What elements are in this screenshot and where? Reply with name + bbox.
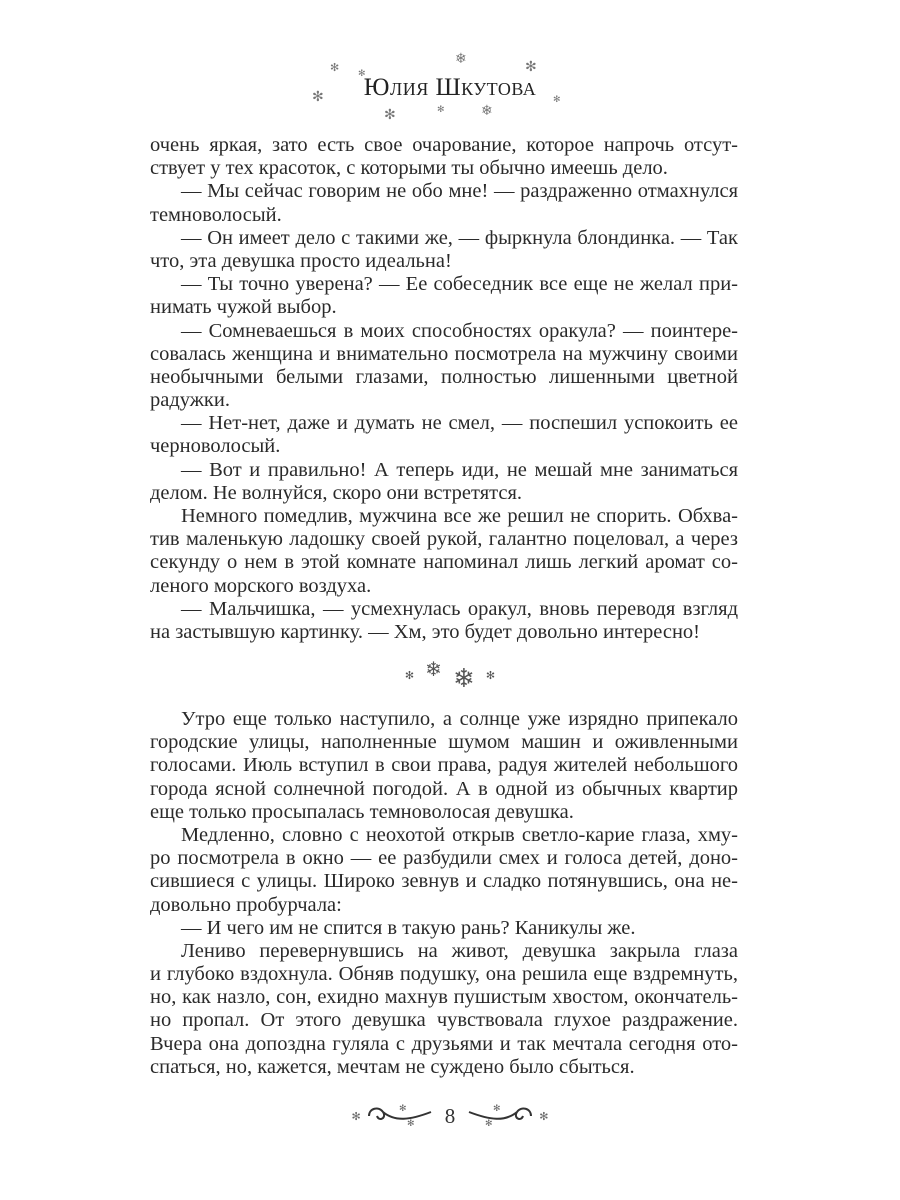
text-line: делом. Не волнуйся, скоро они встретятся.: [150, 481, 522, 504]
text-line: тив маленькую ладошку своей рукой, галантно поцеловал, а через: [150, 528, 738, 551]
text-line: — Ты точно уверена? — Ее собеседник все еще не желал при-: [181, 273, 738, 296]
snowflake-icon: ❄: [425, 657, 442, 681]
text-line: ро посмотрела в окно — ее разбудили смех и голоса детей, доно-: [150, 847, 738, 870]
svg-text:✻: ✻: [398, 1103, 407, 1113]
snowflake-icon: ❄: [453, 664, 475, 694]
ornament-left-icon: [365, 1102, 435, 1131]
text-line: совалась женщина и внимательно посмотрела на мужчину своими: [150, 342, 738, 365]
snowflake-icon: ✻: [553, 95, 561, 105]
snowflake-icon: ✻: [384, 107, 396, 123]
running-header-author: Юлия Шкутова: [363, 74, 537, 101]
text-line: радужки.: [150, 389, 230, 412]
text-line: Медленно, словно с неохотой открыв светло-карие глаза, хму-: [181, 823, 738, 846]
text-line: — Мы сейчас говорим не обо мне! — раздраженно отмахнулся: [181, 180, 738, 203]
page-number: 8: [444, 1104, 456, 1128]
text-line: леного морского воздуха.: [150, 574, 372, 597]
snowflake-icon: ✻: [404, 668, 415, 682]
text-line: но пропал. От этого девушка чувствовала глухое раздражение.: [150, 1009, 738, 1032]
text-line: довольно пробурчала:: [150, 893, 342, 916]
text-line: Утро еще только наступило, а солнце уже изрядно припекало: [181, 708, 738, 730]
text-line: городские улицы, наполненные шумом машин и оживленными: [150, 731, 738, 754]
text-line: нимать чужой выбор.: [150, 296, 337, 319]
svg-text:✻: ✻: [406, 1118, 415, 1126]
text-line: но, как назло, сон, ехидно махнув пушистым хвостом, окончатель-: [150, 986, 738, 1009]
snowflake-icon: ✻: [485, 668, 496, 682]
text-line: — Нет-нет, даже и думать не смел, — поспешил успокоить ее: [181, 412, 738, 435]
text-section-1: [150, 134, 738, 644]
snowflake-icon: ❄: [481, 103, 493, 119]
text-line: города ясной солнечной погодой. А в одной из обычных квартир: [150, 777, 738, 800]
text-line: еще только просыпалась темноволосая девушка.: [150, 800, 574, 823]
snowflake-icon: ✻: [330, 61, 340, 74]
text-line: темноволосый.: [150, 203, 282, 226]
text-line: сившиеся с улицы. Широко зевнув и сладко потянувшись, она не-: [150, 870, 738, 893]
text-line: — Вот и правильно! А теперь иди, не мешай мне заниматься: [181, 458, 738, 481]
text-line: очень яркая, зато есть свое очарование, которое напрочь отсут-: [150, 134, 738, 156]
text-line: и глубоко вздохнула. Обняв подушку, она решила еще вздремнуть,: [150, 963, 738, 986]
section-separator: [0, 657, 900, 694]
text-line: необычными белыми глазами, полностью лишенными цветной: [150, 365, 738, 388]
text-section-2: [150, 708, 738, 1079]
text-line: что, эта девушка просто идеальна!: [150, 249, 452, 272]
text-line: голосами. Июль вступил в свои права, радуя жителей небольшого: [150, 754, 738, 777]
text-line: — Он имеет дело с такими же, — фыркнула блондинка. — Так: [181, 226, 738, 249]
page-footer: [0, 1102, 900, 1131]
snowflake-icon: ❄: [455, 51, 467, 67]
text-line: ствует у тех красоток, с которыми ты обычно имеешь дело.: [150, 157, 668, 180]
text-line: Лениво перевернувшись на живот, девушка закрыла глаза: [181, 939, 738, 962]
text-line: секунду о нем в этой комнате напоминал лишь легкий аромат со-: [150, 551, 738, 574]
text-line: на застывшую картинку. — Хм, это будет довольно интересно!: [150, 620, 700, 643]
snowflake-icon: ✻: [351, 1111, 361, 1123]
snowflake-icon: ✻: [312, 89, 324, 105]
snowflake-icon: ✻: [539, 1111, 549, 1123]
text-line: черноволосый.: [150, 435, 281, 458]
snowflake-icon: ✻: [525, 59, 537, 75]
svg-text:✻: ✻: [493, 1103, 501, 1113]
text-line: спаться, но, кажется, мечтам не суждено было сбыться.: [150, 1055, 635, 1078]
svg-text:✻: ✻: [485, 1118, 493, 1126]
snowflake-icon: ✻: [358, 69, 366, 79]
text-line: Вчера она допоздна гуляла с друзьями и так мечтала сегодня ото-: [150, 1032, 738, 1055]
text-line: — Сомневаешься в моих способностях оракула? — поинтере-: [181, 319, 738, 342]
text-line: — Мальчишка, — усмехнулась оракул, вновь переводя взгляд: [181, 597, 738, 620]
snowflake-icon: ✻: [437, 105, 445, 115]
ornament-right-icon: [465, 1102, 535, 1131]
text-line: — И чего им не спится в такую рань? Каникулы же.: [181, 916, 636, 939]
text-line: Немного помедлив, мужчина все же решил не спорить. Обхва-: [181, 505, 738, 527]
